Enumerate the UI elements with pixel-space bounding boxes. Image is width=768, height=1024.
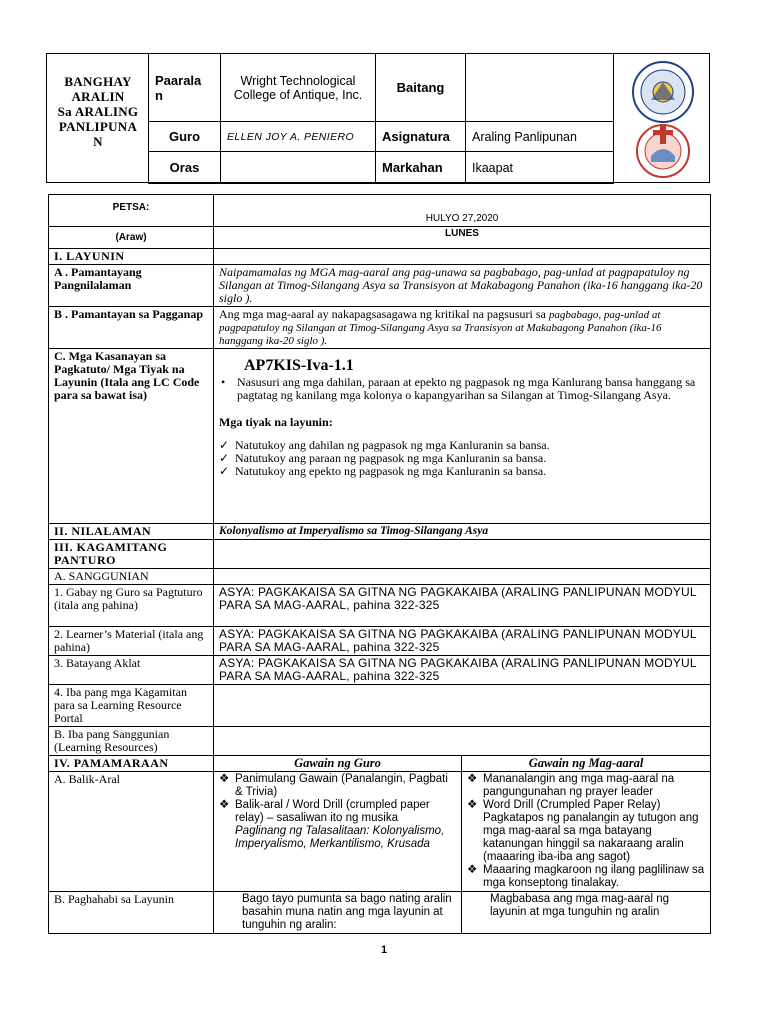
pamamaraan-heading: IV. PAMAMARAAN bbox=[49, 756, 214, 772]
diamond-bullet-icon: ❖ bbox=[467, 864, 478, 876]
kasanayan-content bbox=[214, 349, 711, 524]
kasanayan-label: C. Mga Kasanayan sa Pagkatuto/ Mga Tiyak na Layunin (Itala ang LC Code para sa bawat isa) bbox=[49, 349, 214, 524]
iba-kagamitan-label: 4. Iba pang mga Kagamitan para sa Learning Resource Portal bbox=[49, 685, 214, 727]
page-number: 1 bbox=[380, 944, 388, 956]
check-icon: ✓ bbox=[219, 464, 230, 478]
paghahabi-magaaral: Magbabasa ang mga mag-aaral ng layunin at mga tunguhin ng aralin bbox=[462, 892, 711, 934]
tiyak-item-text: Natutukoy ang epekto ng pagpasok ng mga Kanluranin sa bansa. bbox=[235, 464, 547, 478]
tiyak-item bbox=[219, 465, 705, 478]
lesson-plan-table bbox=[48, 194, 711, 934]
iba-kagamitan-value bbox=[214, 685, 711, 727]
lc-list bbox=[221, 376, 705, 402]
title-line: PANLIPUNA bbox=[58, 119, 138, 134]
talasalitaan: Paglinang ng Talasalitaan: Kolonyalismo, Imperyalismo, Merkantilismo, Krusada bbox=[235, 825, 445, 850]
tiyak-item-text: Natutukoy ang paraan ng pagpasok ng mga Kanluranin sa bansa. bbox=[235, 451, 547, 465]
petsa-value: HULYO 27,2020 bbox=[214, 195, 711, 227]
balik-ma-item-text: Mananalangin ang mga mag-aaral na pangungunahan ng prayer leader bbox=[483, 773, 675, 798]
balik-guro-item-text: Balik-aral / Word Drill (crumpled paper relay) – sasaliwan ito ng musika bbox=[235, 799, 430, 824]
sanggunian-empty bbox=[214, 569, 711, 585]
diamond-bullet-icon: ❖ bbox=[219, 773, 230, 785]
balik-ma-list bbox=[467, 773, 705, 890]
layunin-heading-empty bbox=[214, 249, 711, 265]
title-line: BANGHAY bbox=[64, 74, 132, 89]
iba-sanggunian-value bbox=[214, 727, 711, 756]
kagamitan-heading: III. KAGAMITANG PANTURO bbox=[49, 540, 214, 569]
title-line: ARALIN bbox=[71, 89, 125, 104]
lc-item-text: Nasusuri ang mga dahilan, paraan at epekto ng pagpasok ng mga Kanlurang bansa hanggang sa pagtatag ng kanilang mga kolonya o kapangyarihan sa Silangan at Timog-Silangang Asya. bbox=[237, 375, 696, 402]
balik-aral-label: A. Balik-Aral bbox=[49, 772, 214, 892]
tiyak-list bbox=[219, 439, 705, 478]
balik-ma-item bbox=[467, 799, 705, 864]
balik-aral-magaaral bbox=[462, 772, 711, 892]
balik-aral-guro bbox=[214, 772, 462, 892]
paghahabi-guro: Bago tayo pumunta sa bago nating aralin basahin muna natin ang mga layunin at tunguhin ng aralin: bbox=[214, 892, 462, 934]
check-icon: ✓ bbox=[219, 438, 230, 452]
guro-label: Guro bbox=[149, 122, 221, 152]
diamond-bullet-icon: ❖ bbox=[219, 799, 230, 811]
guro-value: ELLEN JOY A. PENIERO bbox=[221, 122, 376, 152]
balik-guro-list bbox=[219, 773, 456, 851]
layunin-heading: I. LAYUNIN bbox=[49, 249, 214, 265]
baitang-value bbox=[466, 54, 614, 122]
balik-ma-item-text: Word Drill (Crumpled Paper Relay) Pagkatapos ng panalangin ay tutugon ang mga mag-aaral sa mga batayang katanungan hinggil sa nakaraang aralin (maaaring iba-iba ang sagot) bbox=[483, 799, 699, 863]
paghahabi-label: B. Paghahabi sa Layunin bbox=[49, 892, 214, 934]
petsa-label: PETSA: bbox=[49, 195, 214, 227]
bullet-icon: • bbox=[221, 375, 226, 389]
paaralan-value bbox=[221, 54, 376, 122]
paaralan-value-line: College of Antique, Inc. bbox=[233, 87, 363, 102]
paaralan-label bbox=[149, 54, 221, 122]
gabay-guro-value: ASYA: PAGKAKAISA SA GITNA NG PAGKAKAIBA (ARALING PANLIPUNAN MODYUL PARA SA MAG-AARAL, pahina 322-325 bbox=[214, 585, 711, 627]
markahan-label: Markahan bbox=[376, 152, 466, 184]
learners-material-label: 2. Learner’s Material (itala ang pahina) bbox=[49, 627, 214, 656]
logos bbox=[618, 56, 708, 180]
tiyak-heading: Mga tiyak na layunin: bbox=[219, 415, 333, 429]
pamantayang-pangnilalaman-text: Naipamamalas ng MGA mag-aaral ang pag-unawa sa pagbabago, pag-unlad at pagpapatuloy ng Silangan at Timog-Silangang Asya sa Transisyon at Makabagong Panahon (ika-16 hanggang ika-20 siglo ). bbox=[214, 265, 711, 307]
asignatura-label: Asignatura bbox=[376, 122, 466, 152]
tiyak-item-text: Natutukoy ang dahilan ng pagpasok ng mga Kanluranin sa bansa. bbox=[235, 438, 550, 452]
check-icon: ✓ bbox=[219, 451, 230, 465]
gawain-guro-header: Gawain ng Guro bbox=[214, 756, 462, 772]
diamond-bullet-icon: ❖ bbox=[467, 773, 478, 785]
pamantayang-pangnilalaman-label: A . Pamantayang Pangnilalaman bbox=[49, 265, 214, 307]
markahan-value: Ikaapat bbox=[466, 152, 614, 184]
kagamitan-empty bbox=[214, 540, 711, 569]
lc-code: AP7KIS-Iva-1.1 bbox=[244, 357, 354, 374]
gawain-magaaral-header: Gawain ng Mag-aaral bbox=[462, 756, 711, 772]
oras-value bbox=[221, 152, 376, 184]
batayang-aklat-label: 3. Batayang Aklat bbox=[49, 656, 214, 685]
pamantayan-pagganap-text bbox=[214, 307, 711, 349]
sanggunian-label: A. SANGGUNIAN bbox=[49, 569, 214, 585]
araw-label: (Araw) bbox=[49, 227, 214, 249]
nilalaman-heading: II. NILALAMAN bbox=[49, 524, 214, 540]
paaralan-value-line: Wright Technological bbox=[240, 73, 356, 88]
lc-item bbox=[221, 376, 705, 402]
balik-guro-item bbox=[219, 773, 456, 799]
gabay-guro-label: 1. Gabay ng Guro sa Pagtuturo (itala ang pahina) bbox=[49, 585, 214, 627]
header-info-table bbox=[148, 53, 614, 184]
asignatura-value: Araling Panlipunan bbox=[466, 122, 614, 152]
oras-label: Oras bbox=[149, 152, 221, 184]
deped-seal-icon bbox=[618, 56, 708, 180]
pagganap-italic: pagbabago, pag-unlad at pagpapatuloy ng Silangan at Timog-Silangang Asya sa Transisyon at Makabagong Panahon (ika-16 hanggang ika-20 siglo ). bbox=[219, 309, 662, 347]
paaralan-label-line: n bbox=[155, 87, 163, 103]
balik-ma-item-text: Maaaring magkaroon ng ilang paglilinaw sa mga konseptong tinalakay. bbox=[483, 864, 705, 889]
title-line: Sa ARALING bbox=[57, 104, 139, 119]
pagganap-plain: Ang mga mag-aaral ay nakapagsasagawa ng kritikal na pagsusuri sa bbox=[219, 307, 549, 321]
batayang-aklat-value: ASYA: PAGKAKAISA SA GITNA NG PAGKAKAIBA (ARALING PANLIPUNAN MODYUL PARA SA MAG-AARAL, pahina 322-325 bbox=[214, 656, 711, 685]
baitang-label: Baitang bbox=[376, 54, 466, 122]
araw-value: LUNES bbox=[214, 227, 711, 249]
learners-material-value: ASYA: PAGKAKAISA SA GITNA NG PAGKAKAIBA (ARALING PANLIPUNAN MODYUL PARA SA MAG-AARAL, pahina 322-325 bbox=[214, 627, 711, 656]
balik-guro-item-text: Panimulang Gawain (Panalangin, Pagbati & Trivia) bbox=[235, 773, 448, 798]
iba-sanggunian-label: B. Iba pang Sanggunian (Learning Resources) bbox=[49, 727, 214, 756]
diamond-bullet-icon: ❖ bbox=[467, 799, 478, 811]
title-line: N bbox=[93, 134, 103, 149]
balik-ma-item bbox=[467, 864, 705, 890]
balik-ma-item bbox=[467, 773, 705, 799]
paaralan-label-line: Paarala bbox=[155, 72, 202, 88]
pamantayan-pagganap-label: B . Pamantayan sa Pagganap bbox=[49, 307, 214, 349]
balik-guro-item bbox=[219, 799, 456, 851]
document-title bbox=[50, 74, 146, 149]
nilalaman-value: Kolonyalismo at Imperyalismo sa Timog-Silangang Asya bbox=[214, 524, 711, 540]
